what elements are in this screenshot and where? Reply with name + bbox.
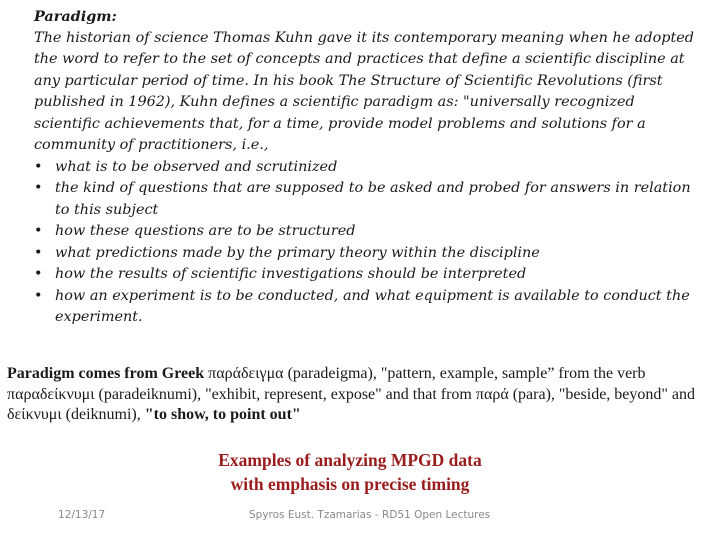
footer-credit: Spyros Eust. Tzamarias - RD51 Open Lectures (249, 509, 491, 521)
bullet-icon: • (34, 244, 43, 261)
etymology-body: παράδειγμα (paradeigma), "pattern, example, sample” from the verb παραδείκνυμι (paradeiknumi), "exhibit, represent, expose" and that from παρά (para), "beside, beyond" and δείκνυμι (deiknumi), (7, 365, 696, 423)
bullet-text: what is to be observed and scrutinized (55, 158, 338, 175)
paradigm-section (34, 6, 694, 329)
etymology-end: "to show, to point out" (144, 406, 301, 423)
examples-line-2: with emphasis on precise timing (230, 474, 470, 494)
bullet-icon: • (34, 180, 43, 196)
etymology-paragraph (7, 364, 707, 426)
bullet-icon: • (34, 287, 43, 304)
list-item (34, 243, 694, 265)
list-item (34, 264, 694, 286)
bullet-icon: • (34, 223, 43, 239)
paradigm-heading: Paradigm: (34, 8, 117, 25)
paradigm-bullet-list (34, 157, 694, 329)
bullet-text: how these questions are to be structured (55, 223, 356, 239)
list-item (34, 221, 694, 243)
footer-date: 12/13/17 (58, 509, 106, 521)
examples-line-1: Examples of analyzing MPGD data (218, 450, 482, 470)
list-item (34, 157, 694, 179)
bullet-icon: • (34, 158, 43, 175)
bullet-icon: • (34, 266, 43, 282)
examples-heading (160, 448, 540, 496)
list-item (34, 286, 694, 329)
bullet-text: what predictions made by the primary theory within the discipline (55, 244, 540, 261)
list-item (34, 178, 694, 221)
bullet-text: the kind of questions that are supposed to be asked and probed for answers in relation to this subject (55, 180, 691, 218)
etymology-lead: Paradigm comes from Greek (7, 365, 205, 382)
bullet-text: how the results of scientific investigations should be interpreted (55, 266, 527, 282)
paradigm-intro: The historian of science Thomas Kuhn gave it its contemporary meaning when he adopted the word to refer to the set of concepts and practices that define a scientific discipline at any particular period of time. In his book The Structure of Scientific Revolutions (first published in 1962), Kuhn defines a scientific paradigm as: "universally recognized scientific achievements that, for a time, provide model problems and solutions for a community of practitioners, i.e., (34, 29, 694, 153)
bullet-text: how an experiment is to be conducted, and what equipment is available to conduct the experiment. (55, 287, 690, 325)
